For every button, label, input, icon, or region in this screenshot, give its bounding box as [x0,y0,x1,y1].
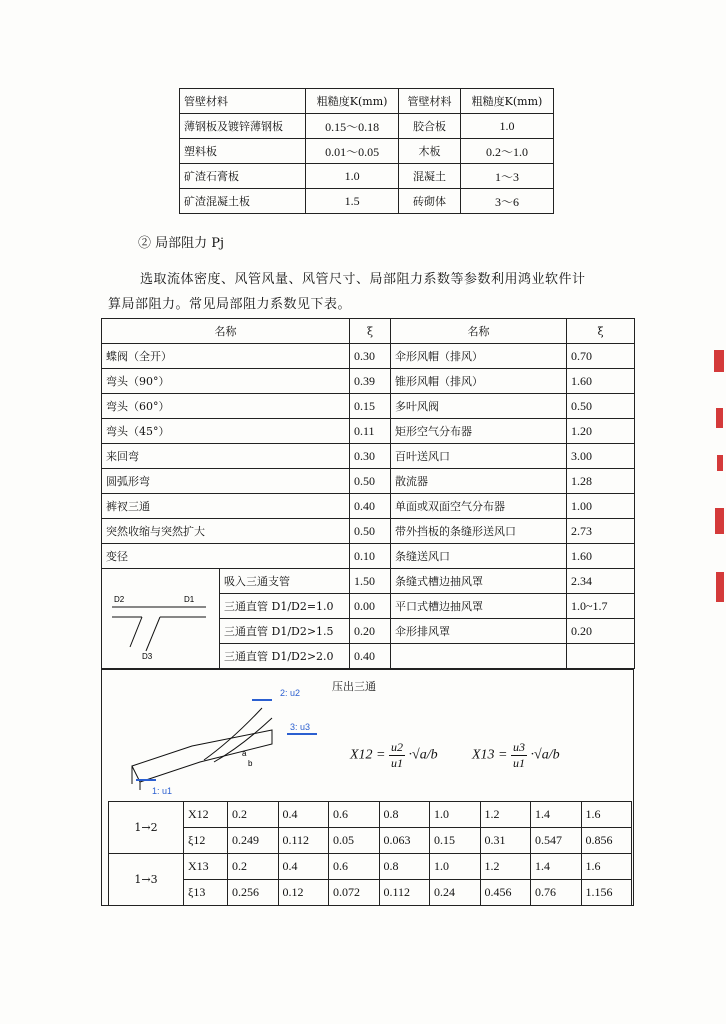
header-cell: 管壁材料 [399,89,461,114]
roughness-cell: 0.15～0.18 [306,114,399,139]
table-row [109,854,632,880]
fitting-name: 带外挡板的条缝形送风口 [391,519,567,544]
fraction-denominator: u1 [513,756,525,770]
table-row [102,494,635,519]
value-cell: 0.072 [329,880,380,906]
label-2: 2: u2 [280,688,301,698]
value-cell: 0.2 [228,802,279,828]
table-row [102,544,635,569]
value-cell: 0.76 [531,880,582,906]
table-row [109,828,632,854]
fitting-name: 圆弧形弯 [102,469,350,494]
press-tee-title: 压出三通 [332,680,376,693]
roughness-cell: 1.5 [306,189,399,214]
material-cell: 混凝土 [399,164,461,189]
fitting-name [391,644,567,669]
fitting-name: 平口式槽边抽风罩 [391,594,567,619]
fitting-name: 条缝送风口 [391,544,567,569]
material-cell: 胶合板 [399,114,461,139]
fitting-name: 突然收缩与突然扩大 [102,519,350,544]
value-cell: 0.112 [379,880,430,906]
header-name: 名称 [102,319,350,344]
fitting-name: 散流器 [391,469,567,494]
header-cell: 管壁材料 [180,89,306,114]
table-row [102,519,635,544]
fitting-name: 多叶风阀 [391,394,567,419]
resistance-table [101,318,635,669]
paragraph-line: 算局部阻力。常见局部阻力系数见下表。 [108,297,352,312]
fitting-name: 百叶送风口 [391,444,567,469]
xi-value: 1.60 [567,544,635,569]
material-cell: 矿渣石膏板 [180,164,306,189]
press-tee-diagram [122,688,322,798]
table-row [102,344,635,369]
section-subheading: ② 局部阻力 Pj [138,236,225,251]
xi-value: 1.50 [350,569,391,594]
value-cell: 0.063 [379,828,430,854]
xi-value: 0.00 [350,594,391,619]
press-tee-coefficient-table [108,801,632,906]
table-row [102,469,635,494]
symbol-cell: ξ13 [184,880,228,906]
d1-label: D1 [184,595,195,604]
fitting-name: 单面或双面空气分布器 [391,494,567,519]
table-row [180,114,554,139]
xi-value: 0.50 [350,519,391,544]
group-label: 1→3 [109,854,184,906]
label-1: 1: u1 [152,786,173,796]
roughness-table [179,88,554,214]
value-cell: 0.24 [430,880,481,906]
header-cell: 粗糙度K(mm) [460,89,553,114]
formula-fraction [389,740,405,771]
formula-x13: X13 = $\frac{u3}{u1} \cdot√a/b$ [472,740,560,770]
fitting-name: 锥形风帽（排风） [391,369,567,394]
fitting-name: 蝶阀（全开） [102,344,350,369]
material-cell: 矿渣混凝土板 [180,189,306,214]
xi-value: 1.0~1.7 [567,594,635,619]
table-row [180,139,554,164]
symbol-cell: ξ12 [184,828,228,854]
value-cell: 0.05 [329,828,380,854]
xi-value: 0.20 [350,619,391,644]
fitting-name: 伞形风帽（排风） [391,344,567,369]
paragraph-line: 选取流体密度、风管风量、风管尺寸、局部阻力系数等参数利用鸿业软件计 [140,272,586,287]
value-cell: 1.4 [531,802,582,828]
table-header-row [102,319,635,344]
red-edge-mark [717,455,723,471]
press-tee-section [101,669,634,906]
value-cell: 1.6 [581,802,632,828]
roughness-cell: 0.01～0.05 [306,139,399,164]
symbol-cell: X12 [184,802,228,828]
value-cell: 0.31 [480,828,531,854]
fitting-name: 来回弯 [102,444,350,469]
table-row [180,189,554,214]
fitting-name: 三通直管 D1/D2>2.0 [220,644,350,669]
xi-value: 0.10 [350,544,391,569]
fitting-name: 吸入三通支管 [220,569,350,594]
header-cell: 粗糙度K(mm) [306,89,399,114]
value-cell: 0.6 [329,802,380,828]
tee-diagram [102,569,218,665]
value-cell: 0.15 [430,828,481,854]
value-cell: 0.8 [379,802,430,828]
label-3: 3: u3 [290,722,311,732]
table-row [102,369,635,394]
d3-label: D3 [142,652,153,661]
value-cell: 0.856 [581,828,632,854]
xi-value: 2.73 [567,519,635,544]
xi-value: 0.30 [350,344,391,369]
value-cell: 0.112 [278,828,329,854]
value-cell: 0.12 [278,880,329,906]
tee-branch-right [146,617,160,651]
red-edge-mark [715,508,724,534]
roughness-cell: 3～6 [460,189,553,214]
xi-value: 1.28 [567,469,635,494]
formula-fraction [511,740,527,771]
xi-value: 0.40 [350,494,391,519]
value-cell: 0.256 [228,880,279,906]
roughness-cell: 1.0 [306,164,399,189]
value-cell: 0.547 [531,828,582,854]
header-xi: ξ [350,319,391,344]
value-cell: 1.2 [480,802,531,828]
fitting-name: 弯头（45°） [102,419,350,444]
material-cell: 木板 [399,139,461,164]
roughness-cell: 0.2～1.0 [460,139,553,164]
formula-root: a/b [419,747,438,763]
red-edge-mark [714,350,724,372]
fitting-name: 变径 [102,544,350,569]
xi-value: 1.00 [567,494,635,519]
group-label: 1→2 [109,802,184,854]
fitting-name: 弯头（60°） [102,394,350,419]
value-cell: 1.6 [581,854,632,880]
fitting-name: 条缝式槽边抽风罩 [391,569,567,594]
label-b: b [248,759,253,768]
xi-value: 0.11 [350,419,391,444]
value-cell: 0.249 [228,828,279,854]
value-cell: 0.6 [329,854,380,880]
fraction-numerator: u2 [391,740,403,754]
roughness-cell: 1.0 [460,114,553,139]
roughness-cell: 1～3 [460,164,553,189]
table-row [102,444,635,469]
table-row [102,419,635,444]
value-cell: 1.2 [480,854,531,880]
red-edge-mark [716,408,723,428]
d2-label: D2 [114,595,125,604]
fitting-name: 三通直管 D1/D2=1.0 [220,594,350,619]
tee-diagram-cell [102,569,220,669]
symbol-cell: X13 [184,854,228,880]
fitting-name: 伞形排风罩 [391,619,567,644]
fitting-name: 裤衩三通 [102,494,350,519]
table-row [109,802,632,828]
table-header-row [180,89,554,114]
value-cell: 0.2 [228,854,279,880]
xi-value: 0.50 [350,469,391,494]
fitting-name: 矩形空气分布器 [391,419,567,444]
value-cell: 0.8 [379,854,430,880]
xi-value: 1.60 [567,369,635,394]
xi-value: 0.20 [567,619,635,644]
xi-value: 1.20 [567,419,635,444]
red-edge-mark [716,572,724,602]
formula-lhs: X13 = [472,747,508,763]
value-cell: 1.156 [581,880,632,906]
value-cell: 0.4 [278,854,329,880]
xi-value: 0.40 [350,644,391,669]
xi-value [567,644,635,669]
table-row [180,164,554,189]
fitting-name: 三通直管 D1/D2>1.5 [220,619,350,644]
xi-value: 0.50 [567,394,635,419]
formula-root: a/b [541,747,560,763]
material-cell: 塑料板 [180,139,306,164]
value-cell: 1.4 [531,854,582,880]
tee-branch-left [130,617,142,647]
xi-value: 0.15 [350,394,391,419]
value-cell: 1.0 [430,854,481,880]
fraction-numerator: u3 [513,740,525,754]
xi-value: 0.70 [567,344,635,369]
material-cell: 薄钢板及镀锌薄钢板 [180,114,306,139]
value-cell: 0.456 [480,880,531,906]
header-name: 名称 [391,319,567,344]
xi-value: 2.34 [567,569,635,594]
header-xi: ξ [567,319,635,344]
fraction-denominator: u1 [391,756,403,770]
label-a: a [242,749,247,758]
material-cell: 砖砌体 [399,189,461,214]
fitting-name: 弯头（90°） [102,369,350,394]
xi-value: 0.39 [350,369,391,394]
table-row [102,394,635,419]
xi-value: 3.00 [567,444,635,469]
duct-outline [132,730,272,782]
table-row [102,569,635,594]
formula-x12: X12 = $\frac{u2}{u1} \cdot√a/b$ [350,740,438,770]
xi-value: 0.30 [350,444,391,469]
table-row [109,880,632,906]
formula-lhs: X12 = [350,747,386,763]
value-cell: 1.0 [430,802,481,828]
value-cell: 0.4 [278,802,329,828]
